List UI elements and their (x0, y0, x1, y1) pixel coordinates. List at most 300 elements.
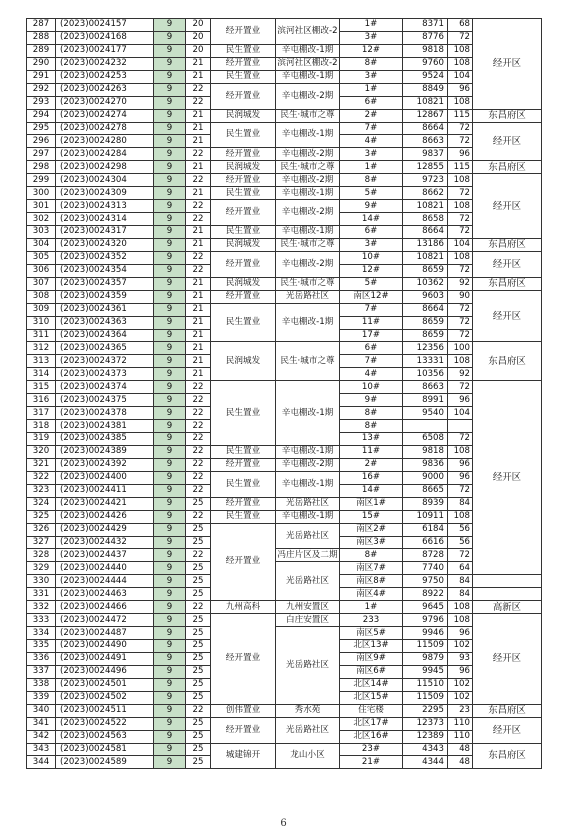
floor-value: 22 (186, 420, 211, 433)
price-value: 9946 (403, 627, 448, 640)
record-count: 9 (154, 601, 186, 614)
building-number: 16# (340, 471, 403, 484)
floor-value: 25 (186, 652, 211, 665)
record-code: (2023)0024496 (56, 665, 154, 678)
row-index: 326 (27, 523, 56, 536)
price-value: 11509 (403, 691, 448, 704)
record-count: 9 (154, 251, 186, 264)
record-count: 9 (154, 277, 186, 290)
row-index: 289 (27, 44, 56, 57)
area-value: 108 (448, 601, 473, 614)
price-value: 8991 (403, 394, 448, 407)
price-value: 8939 (403, 497, 448, 510)
row-index: 311 (27, 329, 56, 342)
developer-name: 民润城发 (211, 277, 276, 290)
record-count: 9 (154, 536, 186, 549)
record-count: 9 (154, 510, 186, 523)
price-value: 8922 (403, 588, 448, 601)
price-value: 9836 (403, 458, 448, 471)
building-number: 9# (340, 200, 403, 213)
area-value: 115 (448, 161, 473, 174)
project-name: 民生·城市之尊 (276, 238, 340, 251)
area-value: 104 (448, 238, 473, 251)
row-index: 305 (27, 251, 56, 264)
record-count: 9 (154, 264, 186, 277)
developer-name: 民润城发 (211, 342, 276, 381)
area-value: 56 (448, 536, 473, 549)
floor-value: 25 (186, 678, 211, 691)
floor-value: 25 (186, 562, 211, 575)
record-count: 9 (154, 640, 186, 653)
floor-value: 21 (186, 226, 211, 239)
table-row (27, 148, 542, 161)
building-number: 6# (340, 342, 403, 355)
record-code: (2023)0024378 (56, 407, 154, 420)
row-index: 332 (27, 601, 56, 614)
row-index: 336 (27, 652, 56, 665)
record-count: 9 (154, 109, 186, 122)
project-name: 冯庄片区及二期 (277, 549, 338, 560)
area-value: 84 (448, 575, 473, 588)
record-code: (2023)0024177 (56, 44, 154, 57)
record-count: 9 (154, 471, 186, 484)
record-code: (2023)0024437 (56, 549, 154, 562)
row-index: 328 (27, 549, 56, 562)
price-value: 9760 (403, 57, 448, 70)
row-index: 319 (27, 433, 56, 446)
row-index: 327 (27, 536, 56, 549)
floor-value: 25 (186, 717, 211, 730)
floor-value: 25 (186, 756, 211, 769)
project-name: 光岳路社区 (276, 523, 340, 549)
floor-value: 21 (186, 238, 211, 251)
record-count: 9 (154, 665, 186, 678)
table-row (27, 562, 542, 575)
record-count: 9 (154, 44, 186, 57)
building-number: 4# (340, 368, 403, 381)
table-row (27, 161, 542, 174)
area-value: 84 (448, 588, 473, 601)
row-index: 344 (27, 756, 56, 769)
table-row (27, 251, 542, 264)
table-row (27, 303, 542, 316)
record-code: (2023)0024168 (56, 31, 154, 44)
price-value: 4344 (403, 756, 448, 769)
area-value: 108 (448, 57, 473, 70)
building-number: 7# (340, 355, 403, 368)
table-row (27, 290, 542, 303)
record-count: 9 (154, 730, 186, 743)
building-number: 南区8# (340, 575, 403, 588)
table-row (27, 70, 542, 83)
record-code: (2023)0024491 (56, 652, 154, 665)
building-number: 4# (340, 135, 403, 148)
price-value: 8663 (403, 135, 448, 148)
building-number: 南区4# (340, 588, 403, 601)
row-index: 338 (27, 678, 56, 691)
floor-value: 22 (186, 549, 211, 562)
area-value: 108 (448, 355, 473, 368)
floor-value: 21 (186, 161, 211, 174)
record-code: (2023)0024440 (56, 562, 154, 575)
building-number: 12# (340, 264, 403, 277)
row-index: 312 (27, 342, 56, 355)
record-code: (2023)0024589 (56, 756, 154, 769)
project-name: 辛屯棚改-1期 (276, 510, 340, 523)
floor-value: 25 (186, 730, 211, 743)
area-value: 96 (448, 458, 473, 471)
row-index: 287 (27, 19, 56, 32)
floor-value: 22 (186, 200, 211, 213)
table-row (27, 601, 542, 614)
developer-name: 民生置业 (211, 445, 276, 458)
record-count: 9 (154, 575, 186, 588)
project-name: 辛屯棚改-1期 (276, 122, 340, 148)
project-name: 辛屯棚改-1期 (276, 226, 340, 239)
price-value: 4343 (403, 743, 448, 756)
area-value: 96 (448, 83, 473, 96)
price-value: 12373 (403, 717, 448, 730)
developer-name: 民生置业 (211, 381, 276, 446)
building-number: 13# (340, 433, 403, 446)
building-number: 2# (340, 458, 403, 471)
district-name (473, 575, 542, 588)
price-value: 8371 (403, 19, 448, 32)
area-value: 96 (448, 394, 473, 407)
building-number: 南区5# (340, 627, 403, 640)
district-name: 经开区 (473, 290, 542, 342)
floor-value: 21 (186, 355, 211, 368)
area-value: 108 (448, 174, 473, 187)
project-name: 辛屯棚改-1期 (276, 70, 340, 83)
developer-name: 民生置业 (211, 303, 276, 342)
price-value: 8849 (403, 83, 448, 96)
district-name: 经开区 (473, 614, 542, 705)
table-row (27, 523, 542, 536)
record-count: 9 (154, 70, 186, 83)
floor-value: 25 (186, 665, 211, 678)
building-number: 11# (340, 316, 403, 329)
building-number: 17# (340, 329, 403, 342)
row-index: 300 (27, 187, 56, 200)
record-count: 9 (154, 614, 186, 627)
table-row (27, 510, 542, 523)
table-row (27, 109, 542, 122)
row-index: 292 (27, 83, 56, 96)
district-name: 经开区 (473, 251, 542, 277)
record-count: 9 (154, 445, 186, 458)
area-value: 110 (448, 717, 473, 730)
record-code: (2023)0024373 (56, 368, 154, 381)
floor-value: 22 (186, 83, 211, 96)
area-value: 93 (448, 652, 473, 665)
developer-name: 九州高科 (211, 601, 276, 614)
floor-value: 22 (186, 601, 211, 614)
record-code: (2023)0024385 (56, 433, 154, 446)
floor-value: 25 (186, 523, 211, 536)
record-code: (2023)0024511 (56, 704, 154, 717)
developer-name: 经开置业 (211, 57, 276, 70)
floor-value: 22 (186, 213, 211, 226)
price-value: 8728 (403, 549, 448, 562)
record-count: 9 (154, 290, 186, 303)
building-number: 10# (340, 251, 403, 264)
record-code: (2023)0024501 (56, 678, 154, 691)
record-count: 9 (154, 523, 186, 536)
building-number: 3# (340, 31, 403, 44)
floor-value: 21 (186, 329, 211, 342)
project-name: 辛屯棚改-1期 (276, 303, 340, 342)
record-count: 9 (154, 691, 186, 704)
record-code: (2023)0024270 (56, 96, 154, 109)
area-value: 72 (448, 213, 473, 226)
floor-value: 22 (186, 407, 211, 420)
record-code: (2023)0024361 (56, 303, 154, 316)
price-value: 9818 (403, 445, 448, 458)
floor-value: 21 (186, 135, 211, 148)
floor-value: 22 (186, 148, 211, 161)
price-value: 8659 (403, 316, 448, 329)
table-row (27, 743, 542, 756)
record-count: 9 (154, 420, 186, 433)
row-index: 341 (27, 717, 56, 730)
row-index: 294 (27, 109, 56, 122)
project-name: 光岳路社区 (276, 290, 340, 303)
building-number: 21# (340, 756, 403, 769)
record-code: (2023)0024365 (56, 342, 154, 355)
price-value: 9818 (403, 44, 448, 57)
area-value: 72 (448, 381, 473, 394)
floor-value: 25 (186, 614, 211, 627)
row-index: 303 (27, 226, 56, 239)
floor-value: 22 (186, 510, 211, 523)
area-value: 72 (448, 329, 473, 342)
developer-name: 经开置业 (211, 290, 276, 303)
area-value (448, 420, 473, 433)
district-name: 东昌府区 (473, 109, 542, 122)
record-count: 9 (154, 174, 186, 187)
project-name: 光岳路社区 (276, 717, 340, 743)
developer-name: 经开置业 (211, 19, 276, 45)
record-code: (2023)0024253 (56, 70, 154, 83)
record-code: (2023)0024581 (56, 743, 154, 756)
price-value (403, 420, 448, 433)
record-code: (2023)0024232 (56, 57, 154, 70)
table-row (27, 44, 542, 57)
price-value: 10821 (403, 96, 448, 109)
row-index: 306 (27, 264, 56, 277)
row-index: 324 (27, 497, 56, 510)
project-name: 辛屯棚改-2期 (276, 251, 340, 277)
price-value: 9945 (403, 665, 448, 678)
row-index: 296 (27, 135, 56, 148)
building-number: 北区17# (340, 717, 403, 730)
project-name: 光岳路社区 (276, 627, 340, 705)
district-name: 经开区 (473, 381, 542, 575)
record-count: 9 (154, 717, 186, 730)
district-name: 经开区 (473, 717, 542, 743)
row-index: 318 (27, 420, 56, 433)
building-number: 7# (340, 122, 403, 135)
table-row (27, 174, 542, 187)
area-value: 110 (448, 730, 473, 743)
floor-value: 21 (186, 368, 211, 381)
building-number: 5# (340, 187, 403, 200)
building-number: 北区15# (340, 691, 403, 704)
record-count: 9 (154, 213, 186, 226)
area-value: 108 (448, 96, 473, 109)
row-index: 342 (27, 730, 56, 743)
record-code: (2023)0024392 (56, 458, 154, 471)
record-count: 9 (154, 148, 186, 161)
price-value: 9723 (403, 174, 448, 187)
price-value: 9879 (403, 652, 448, 665)
developer-name: 民生置业 (211, 226, 276, 239)
floor-value: 22 (186, 394, 211, 407)
developer-name: 经开置业 (211, 148, 276, 161)
project-name: 辛屯棚改-2期 (276, 148, 340, 161)
record-count: 9 (154, 226, 186, 239)
record-code: (2023)0024375 (56, 394, 154, 407)
table-row (27, 717, 542, 730)
building-number: 北区16# (340, 730, 403, 743)
developer-name: 民润城发 (211, 109, 276, 122)
project-name: 白庄安置区 (276, 614, 340, 627)
row-index: 309 (27, 303, 56, 316)
area-value: 72 (448, 187, 473, 200)
developer-name: 经开置业 (211, 251, 276, 277)
table-row (27, 471, 542, 484)
table-row (27, 445, 542, 458)
area-value: 104 (448, 70, 473, 83)
price-value: 9750 (403, 575, 448, 588)
area-value: 72 (448, 433, 473, 446)
table-row (27, 277, 542, 290)
building-number: 北区14# (340, 678, 403, 691)
record-code: (2023)0024298 (56, 161, 154, 174)
price-value: 10356 (403, 368, 448, 381)
row-index: 322 (27, 471, 56, 484)
floor-value: 20 (186, 44, 211, 57)
building-number: 10# (340, 381, 403, 394)
record-code: (2023)0024400 (56, 471, 154, 484)
project-name: 光岳路社区 (276, 497, 340, 510)
floor-value: 20 (186, 19, 211, 32)
row-index: 323 (27, 484, 56, 497)
row-index: 299 (27, 174, 56, 187)
record-code: (2023)0024426 (56, 510, 154, 523)
floor-value: 22 (186, 264, 211, 277)
developer-name: 经开置业 (211, 174, 276, 187)
project-name: 民生·城市之尊 (276, 342, 340, 381)
floor-value: 22 (186, 381, 211, 394)
record-code: (2023)0024320 (56, 238, 154, 251)
row-index: 337 (27, 665, 56, 678)
record-code: (2023)0024429 (56, 523, 154, 536)
area-value: 72 (448, 549, 473, 562)
record-count: 9 (154, 238, 186, 251)
table-row (27, 381, 542, 394)
row-index: 343 (27, 743, 56, 756)
floor-value: 21 (186, 122, 211, 135)
building-number: 233 (340, 614, 403, 627)
district-name: 经开区 (473, 122, 542, 161)
table-row (27, 458, 542, 471)
record-count: 9 (154, 458, 186, 471)
row-index: 301 (27, 200, 56, 213)
price-value: 13331 (403, 355, 448, 368)
record-count: 9 (154, 756, 186, 769)
building-number: 6# (340, 96, 403, 109)
table-row (27, 122, 542, 135)
row-index: 290 (27, 57, 56, 70)
record-count: 9 (154, 433, 186, 446)
building-number: 1# (340, 601, 403, 614)
row-index: 340 (27, 704, 56, 717)
record-count: 9 (154, 678, 186, 691)
data-table-container (26, 18, 541, 769)
table-row (27, 614, 542, 627)
area-value: 64 (448, 562, 473, 575)
price-value: 9603 (403, 290, 448, 303)
price-value: 13186 (403, 238, 448, 251)
price-value: 9524 (403, 70, 448, 83)
project-name: 辛屯棚改-2期 (276, 174, 340, 187)
row-index: 313 (27, 355, 56, 368)
area-value: 108 (448, 614, 473, 627)
floor-value: 22 (186, 458, 211, 471)
developer-name: 经开置业 (211, 614, 276, 705)
record-count: 9 (154, 627, 186, 640)
record-code: (2023)0024359 (56, 290, 154, 303)
developer-name: 经开置业 (211, 458, 276, 471)
project-name: 辛屯棚改-1期 (276, 445, 340, 458)
project-name: 滨河社区棚改-2 (276, 19, 340, 45)
district-name: 高新区 (473, 601, 542, 614)
developer-name: 民润城发 (211, 238, 276, 251)
building-number: 住宅楼 (340, 704, 403, 717)
row-index: 295 (27, 122, 56, 135)
building-number: 北区13# (340, 640, 403, 653)
record-count: 9 (154, 19, 186, 32)
price-value: 10821 (403, 200, 448, 213)
record-code: (2023)0024263 (56, 83, 154, 96)
table-row (27, 187, 542, 200)
floor-value: 25 (186, 588, 211, 601)
record-code: (2023)0024313 (56, 200, 154, 213)
developer-name: 经开置业 (211, 200, 276, 226)
building-number: 15# (340, 510, 403, 523)
floor-value: 22 (186, 445, 211, 458)
building-number: 11# (340, 445, 403, 458)
record-count: 9 (154, 342, 186, 355)
record-code: (2023)0024381 (56, 420, 154, 433)
record-code: (2023)0024364 (56, 329, 154, 342)
floor-value: 25 (186, 640, 211, 653)
project-name: 辛屯棚改-2期 (276, 83, 340, 109)
building-number: 9# (340, 394, 403, 407)
record-code: (2023)0024372 (56, 355, 154, 368)
row-index: 321 (27, 458, 56, 471)
floor-value: 22 (186, 174, 211, 187)
price-value: 8776 (403, 31, 448, 44)
floor-value: 25 (186, 536, 211, 549)
area-value: 72 (448, 484, 473, 497)
building-number: 5# (340, 277, 403, 290)
area-value: 100 (448, 342, 473, 355)
row-index: 308 (27, 290, 56, 303)
floor-value: 21 (186, 70, 211, 83)
